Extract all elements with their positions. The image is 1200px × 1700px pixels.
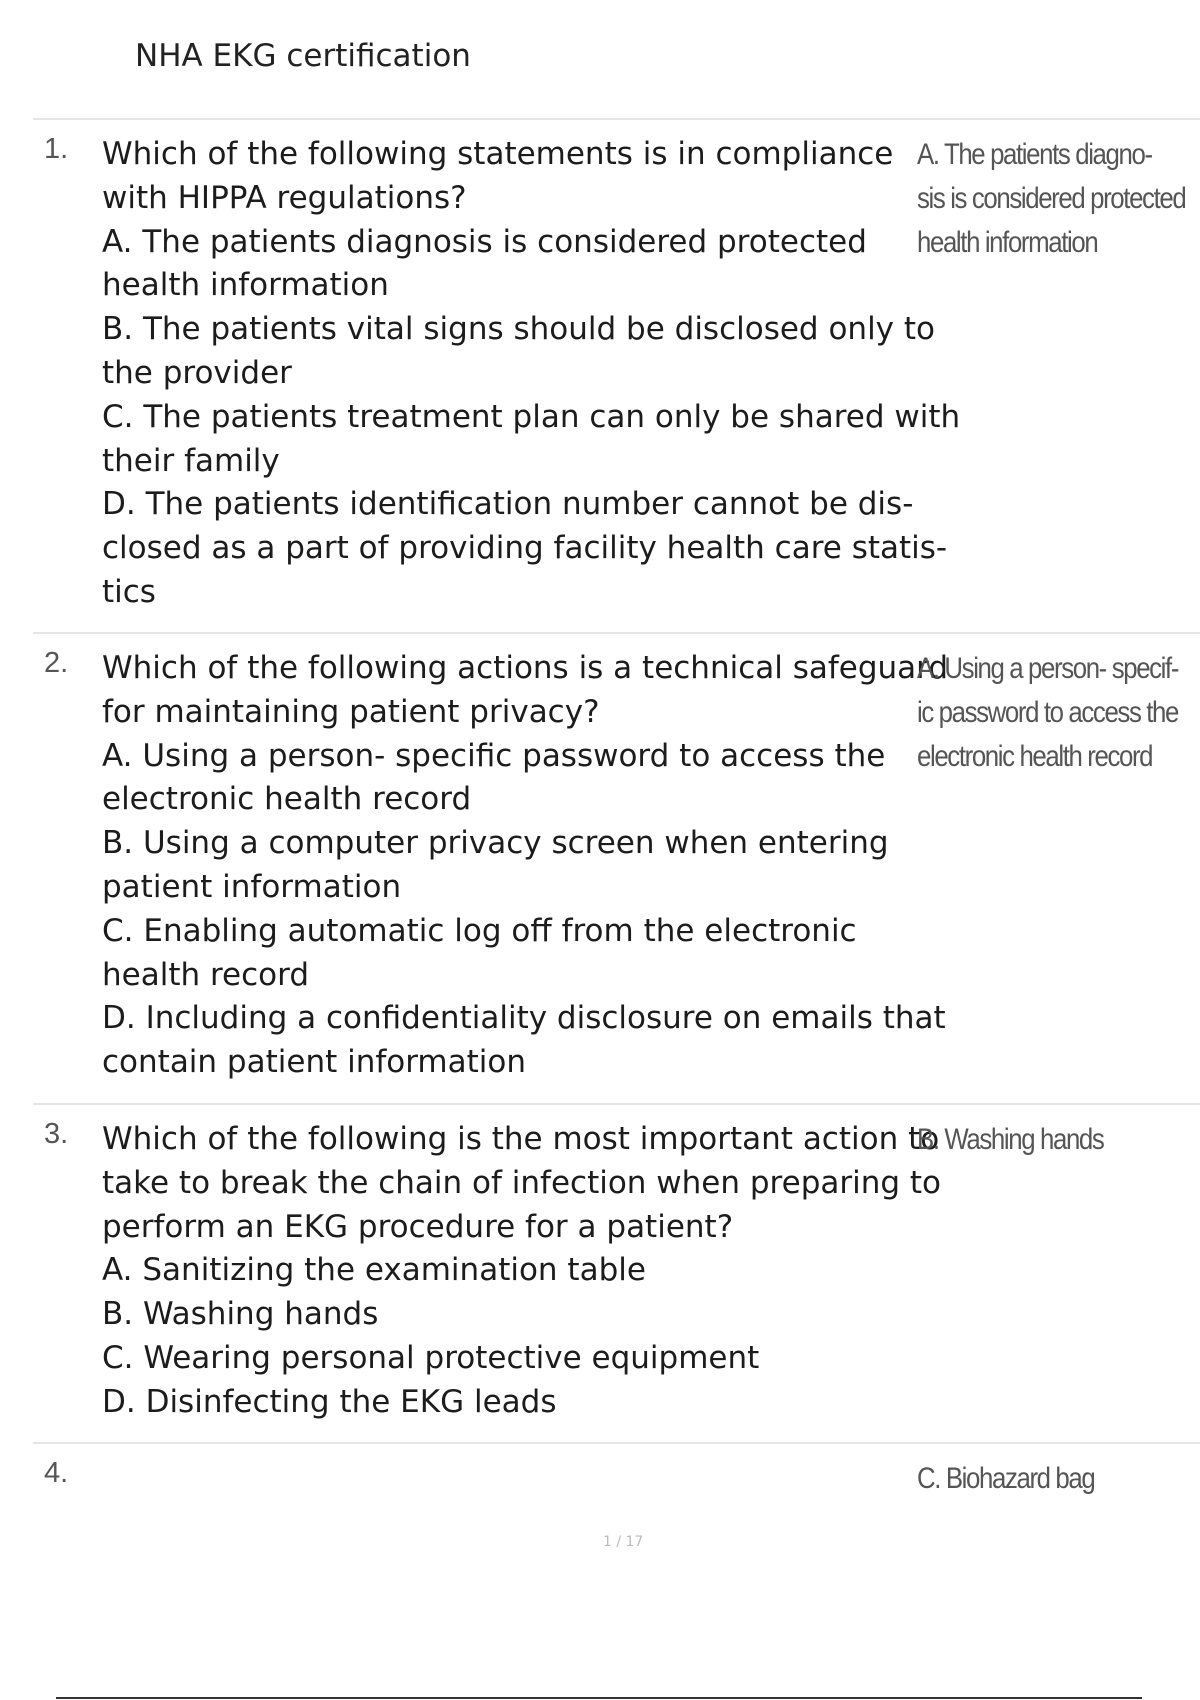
answer-line: ic password to access the — [917, 695, 1179, 729]
page-bottom-rule — [56, 1697, 1142, 1699]
question-line: for maintaining patient privacy? — [102, 693, 600, 730]
option-line: C. The patients treatment plan can only be shared with — [102, 398, 961, 435]
divider — [33, 632, 1200, 634]
option-line: the provider — [102, 354, 292, 391]
divider — [33, 118, 1200, 120]
option-line: B. The patients vital signs should be disclosed only to — [102, 311, 936, 348]
option-line: closed as a part of providing facility health care statis- — [102, 530, 948, 567]
question-text — [102, 1118, 952, 1425]
option-line: their family — [102, 442, 280, 479]
answer-text — [917, 1457, 1162, 1501]
page-indicator: 1 / 17 — [603, 1534, 644, 1550]
question-number: 3. — [44, 1118, 69, 1150]
question-line: perform an EKG procedure for a patient? — [102, 1208, 734, 1245]
answer-line: sis is considered protected — [917, 181, 1186, 215]
answer-line: A. Using a person- specif- — [917, 652, 1179, 685]
question-line: Which of the following statements is in compliance — [102, 136, 894, 172]
question-number: 1. — [44, 133, 69, 165]
answer-line: A. The patients diagno- — [917, 138, 1152, 171]
answer-text — [917, 1118, 1162, 1162]
divider — [33, 1103, 1200, 1105]
question-text — [102, 647, 952, 1085]
option-line: A. Sanitizing the examination table — [102, 1252, 646, 1289]
question-number: 4. — [44, 1457, 69, 1489]
option-line: B. Washing hands — [102, 1296, 379, 1333]
answer-line: electronic health record — [917, 739, 1153, 773]
question-number: 2. — [44, 647, 69, 679]
option-line: health record — [102, 956, 310, 993]
option-line: patient information — [102, 868, 402, 905]
answer-text — [917, 133, 1186, 264]
option-line: B. Using a computer privacy screen when entering — [102, 825, 889, 862]
answer-line: B. Washing hands — [917, 1123, 1104, 1156]
option-line: contain patient information — [102, 1044, 527, 1081]
option-line: electronic health record — [102, 781, 472, 818]
question-line: Which of the following actions is a technical safeguard — [102, 650, 949, 686]
option-line: C. Wearing personal protective equipment — [102, 1339, 760, 1376]
answer-line: C. Biohazard bag — [917, 1462, 1095, 1495]
option-line: tics — [102, 573, 156, 610]
question-line: with HIPPA regulations? — [102, 179, 467, 216]
answer-text — [917, 647, 1179, 778]
option-line: A. Using a person- specific password to access the — [102, 737, 886, 774]
answer-line: health information — [917, 225, 1098, 259]
option-line: D. Including a confidentiality disclosure on emails that — [102, 1000, 946, 1037]
question-text — [102, 133, 961, 615]
option-line: D. Disinfecting the EKG leads — [102, 1383, 557, 1420]
question-line: Which of the following is the most important action to — [102, 1121, 940, 1157]
question-line: take to break the chain of infection when preparing to — [102, 1164, 942, 1201]
divider — [33, 1442, 1200, 1444]
option-line: C. Enabling automatic log off from the electronic — [102, 912, 857, 949]
document-title: NHA EKG certification — [135, 38, 471, 74]
option-line: D. The patients identification number cannot be dis- — [102, 486, 914, 523]
option-line: A. The patients diagnosis is considered protected — [102, 223, 867, 260]
option-line: health information — [102, 267, 389, 304]
